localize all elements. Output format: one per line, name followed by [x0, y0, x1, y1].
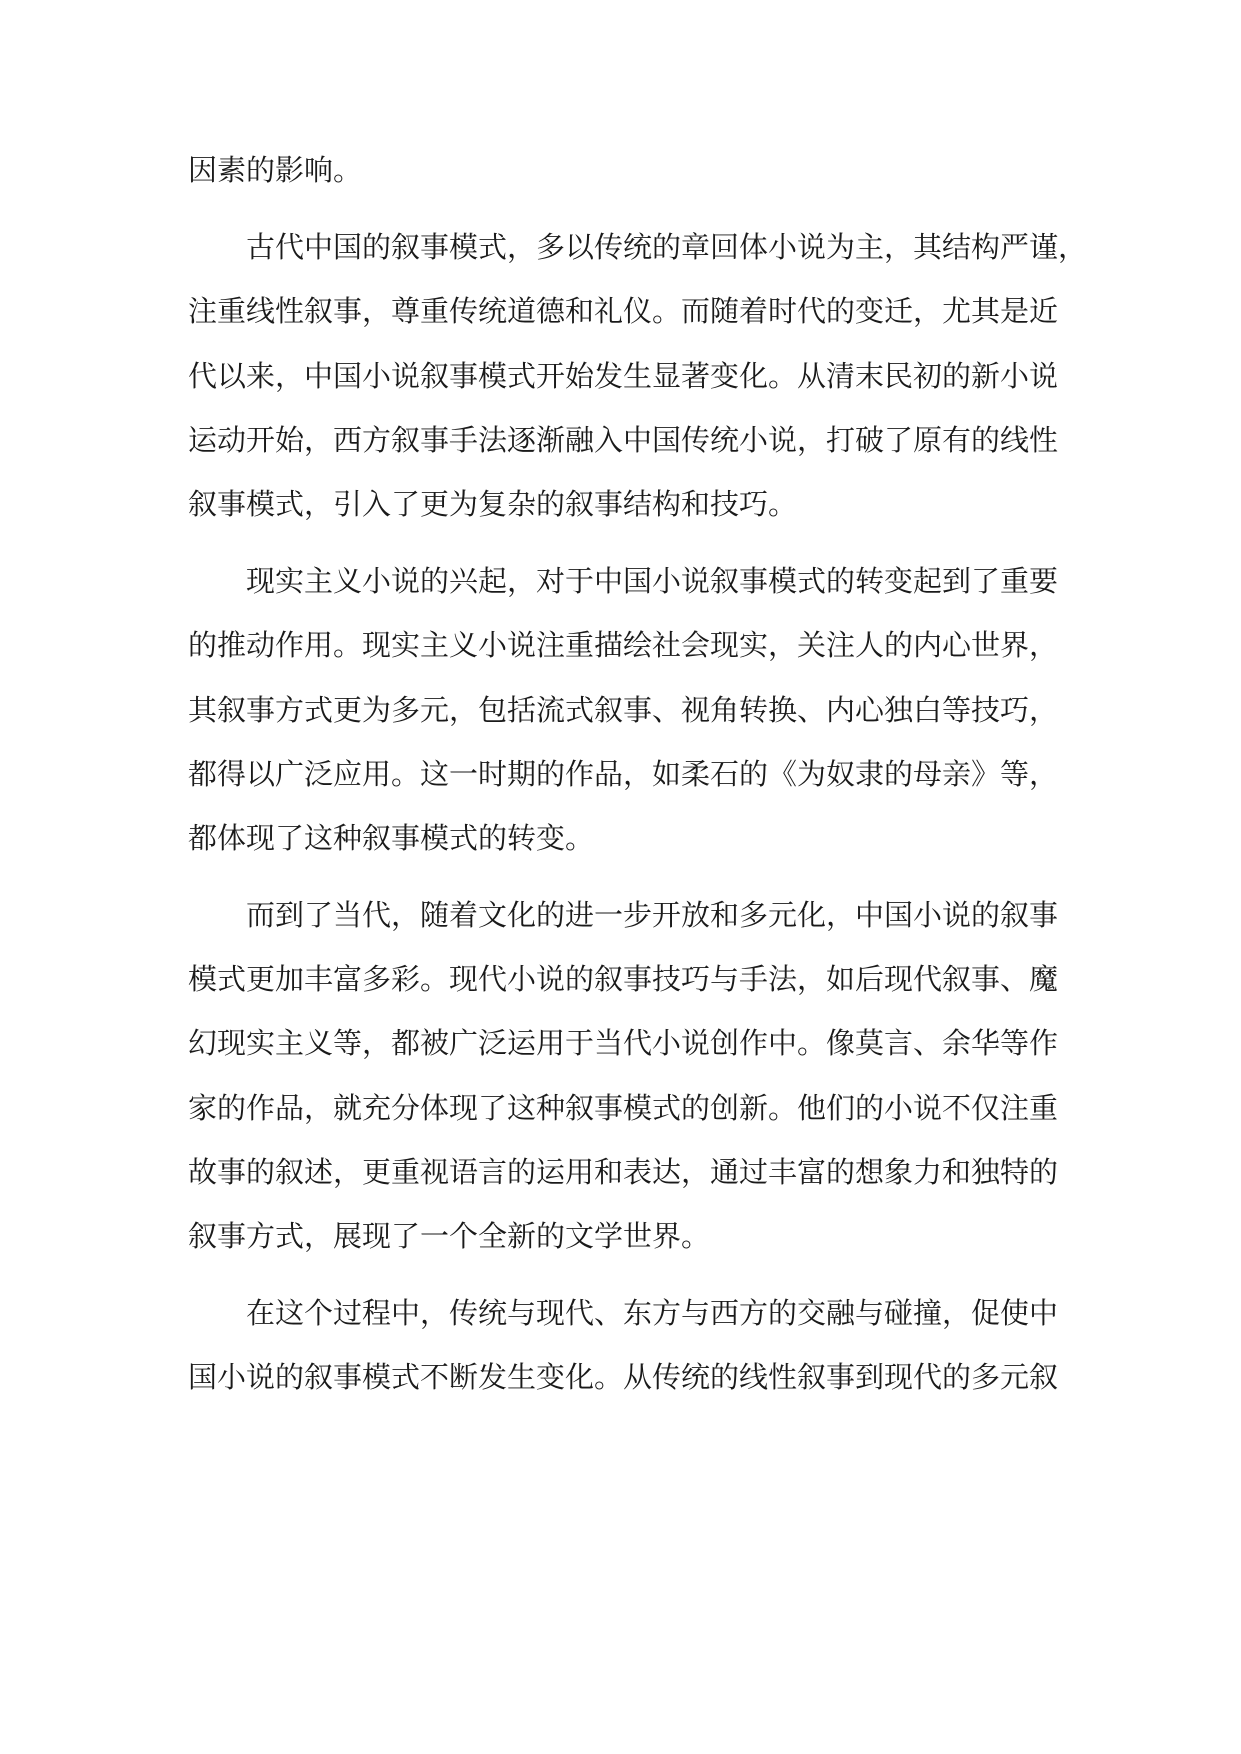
- text-line: 的推动作用。现实主义小说注重描绘社会现实，关注人的内心世界，: [188, 628, 1059, 663]
- text-line: 现实主义小说的兴起，对于中国小说叙事模式的转变起到了重要: [246, 564, 1059, 599]
- text-line: 叙事模式，引入了更为复杂的叙事结构和技巧。: [188, 486, 798, 521]
- text-line: 模式更加丰富多彩。现代小说的叙事技巧与手法，如后现代叙事、魔: [188, 962, 1059, 997]
- text-line: 在这个过程中，传统与现代、东方与西方的交融与碰撞，促使中: [246, 1296, 1059, 1331]
- paragraph-gap: [188, 202, 1054, 215]
- text-line: 古代中国的叙事模式，多以传统的章回体小说为主，其结构严谨，: [246, 230, 1088, 265]
- text-line: 代以来，中国小说叙事模式开始发生显著变化。从清末民初的新小说: [188, 358, 1059, 393]
- paragraph-gap: [188, 870, 1054, 883]
- text-line: 都得以广泛应用。这一时期的作品，如柔石的《为奴隶的母亲》等，: [188, 756, 1059, 791]
- paragraph-gap: [188, 536, 1054, 549]
- text-line: 家的作品，就充分体现了这种叙事模式的创新。他们的小说不仅注重: [188, 1090, 1059, 1125]
- text-line: 故事的叙述，更重视语言的运用和表达，通过丰富的想象力和独特的: [188, 1154, 1059, 1189]
- paragraph-gap: [188, 1268, 1054, 1281]
- text-line: 其叙事方式更为多元，包括流式叙事、视角转换、内心独白等技巧，: [188, 692, 1059, 727]
- text-line: 因素的影响。: [188, 153, 363, 187]
- text-line: 国小说的叙事模式不断发生变化。从传统的线性叙事到现代的多元叙: [188, 1360, 1059, 1395]
- text-line: 都体现了这种叙事模式的转变。: [188, 820, 595, 855]
- body-text: [188, 138, 1088, 1410]
- text-line: 运动开始，西方叙事手法逐渐融入中国传统小说，打破了原有的线性: [188, 422, 1059, 457]
- text-line: 注重线性叙事，尊重传统道德和礼仪。而随着时代的变迁，尤其是近: [188, 294, 1059, 329]
- text-line: 幻现实主义等，都被广泛运用于当代小说创作中。像莫言、余华等作: [188, 1026, 1059, 1061]
- text-line: 叙事方式，展现了一个全新的文学世界。: [188, 1219, 711, 1253]
- text-line: 而到了当代，随着文化的进一步开放和多元化，中国小说的叙事: [246, 898, 1059, 933]
